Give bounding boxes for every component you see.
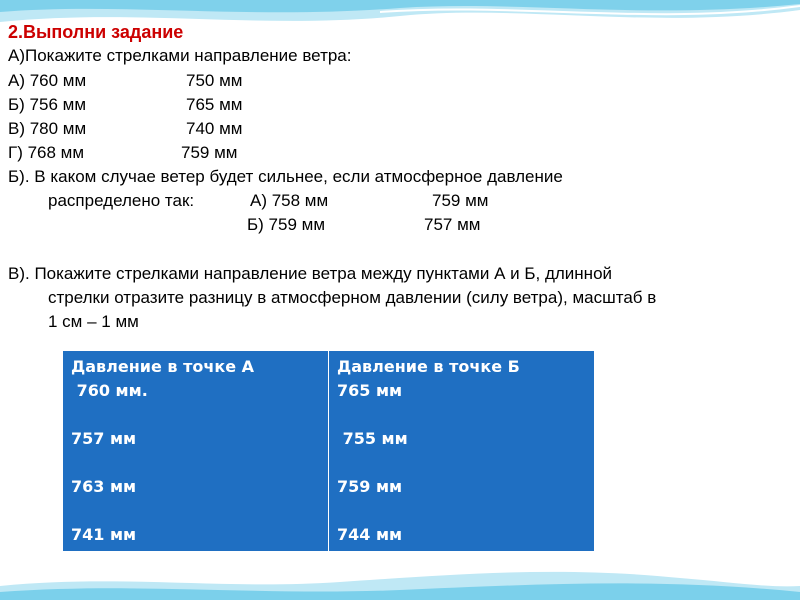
table-column-b <box>329 351 595 552</box>
task-a-row-value: 750 мм <box>186 71 243 90</box>
task-a-row-label: А) 760 мм <box>8 71 87 90</box>
table-cell: 763 мм <box>71 477 137 496</box>
table-cell: 741 мм <box>71 525 137 544</box>
task-c-line2: стрелки отразите разницу в атмосферном давлении (силу ветра), масштаб в <box>48 288 657 307</box>
task-b-line2: распределено так: <box>48 191 195 210</box>
task-b-line1: Б). В каком случае ветер будет сильнее, если атмосферное давление <box>8 167 563 186</box>
table-cell: 757 мм <box>71 429 137 448</box>
task-a-row-label: Г) 768 мм <box>8 143 85 162</box>
page-title: 2.Выполни задание <box>8 22 184 42</box>
table-cell: 765 мм <box>337 381 403 400</box>
task-a-row-value: 765 мм <box>186 95 243 114</box>
task-b-case-b: Б) 759 мм <box>247 215 326 234</box>
task-b-case-a: А) 758 мм <box>250 191 329 210</box>
table-cell: 755 мм <box>337 429 408 448</box>
table-header-b: Давление в точке Б <box>337 357 520 376</box>
table-cell: 760 мм. <box>71 381 148 400</box>
task-a-heading: А)Покажите стрелками направление ветра: <box>8 46 352 65</box>
table-cell: 744 мм <box>337 525 403 544</box>
task-b-case-b-value: 757 мм <box>424 215 481 234</box>
wave-decoration-bottom <box>0 560 800 600</box>
task-a-row-value: 759 мм <box>181 143 238 162</box>
table-cell: 759 мм <box>337 477 403 496</box>
table-header-a: Давление в точке А <box>71 357 255 376</box>
task-a-row-label: Б) 756 мм <box>8 95 87 114</box>
task-a-row-label: В) 780 мм <box>8 119 87 138</box>
task-a-row-value: 740 мм <box>186 119 243 138</box>
pressure-table <box>62 350 595 552</box>
task-b-case-a-value: 759 мм <box>432 191 489 210</box>
table-column-a <box>63 351 329 552</box>
table-row <box>63 351 595 552</box>
task-c-line3: 1 см – 1 мм <box>48 312 139 331</box>
task-c-line1: В). Покажите стрелками направление ветра между пунктами А и Б, длинной <box>8 264 613 283</box>
